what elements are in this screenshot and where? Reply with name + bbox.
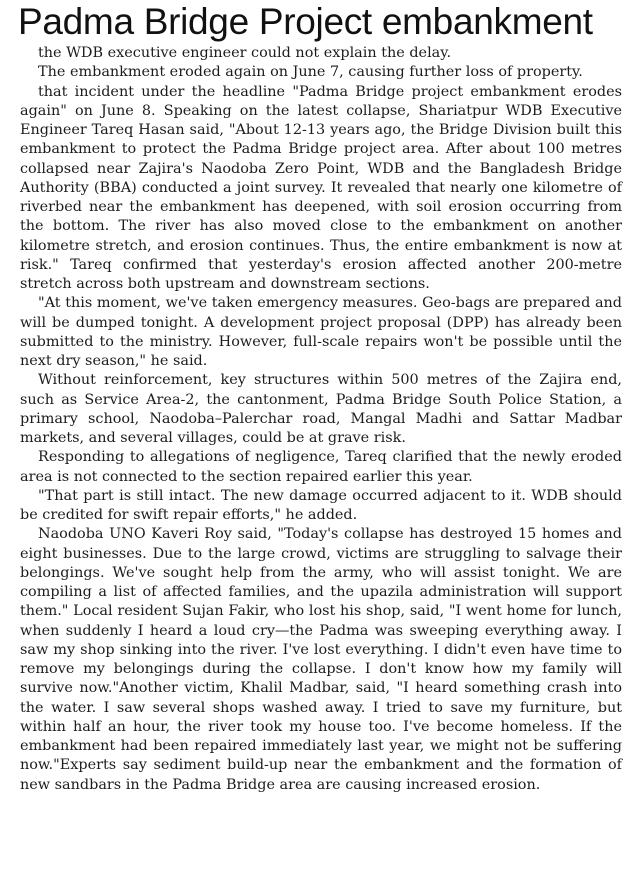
article-paragraph: Without reinforcement, key structures within 500 metres of the Zajira end, such as Service Area-2, the cantonment, Padma Bridge South Police Station, a primary school, Naodoba–Palerchar road, Mangal Madhi and Sattar Madbar markets, and several villages, could be at grave risk. bbox=[20, 372, 622, 446]
article-paragraph: that incident under the headline "Padma Bridge project embankment erodes again" on June 8. Speaking on the latest collapse, Shariatpur WDB Executive Engineer Tareq Hasan said, "About 12-13 years ago, the Bridge Division built this embankment to protect the Padma Bridge project area. After about 100 metres collapsed near Zajira's Naodoba Zero Point, WDB and the Bangladesh Bridge Authority (BBA) conducted a joint survey. It revealed that nearly one kilometre of riverbed near the embankment has deepened, with soil erosion occurring from the bottom. The river has also moved close to the embankment on another kilometre stretch, and erosion continues. Thus, the entire embankment is now at risk." Tareq confirmed that yesterday's erosion affected another 200-metre stretch across both upstream and downstream sections. bbox=[20, 83, 622, 292]
article-headline: Padma Bridge Project embankment bbox=[18, 1, 593, 42]
article-paragraph: "That part is still intact. The new damage occurred adjacent to it. WDB should be credited for swift repair efforts," he added. bbox=[20, 487, 622, 523]
article-paragraph: the WDB executive engineer could not explain the delay. bbox=[38, 45, 452, 61]
article-paragraph: Naodoba UNO Kaveri Roy said, "Today's collapse has destroyed 15 homes and eight businesses. Due to the large crowd, victims are struggling to salvage their belongings. We've sought help from the army, who will assist tonight. We are compiling a list of affected families, and the upazila administration will support them." Local resident Sujan Fakir, who lost his shop, said, "I went home for lunch, when suddenly I heard a loud cry—the Padma was sweeping everything away. I saw my shop sinking into the river. I've lost everything. I didn't even have time to remove my belongings during the collapse. I don't know how my family will survive now."Another victim, Khalil Madbar, said, "I heard something crash into the water. I saw several shops washed away. I tried to save my furniture, but within half an hour, the river took my house too. I've become homeless. If the embankment had been repaired immediately last year, we might not be suffering now."Experts say sediment build-up near the embankment and the formation of new sandbars in the Padma Bridge area are causing increased erosion. bbox=[20, 526, 622, 793]
article bbox=[18, 0, 622, 795]
article-body bbox=[20, 44, 622, 795]
article-paragraph: "At this moment, we've taken emergency measures. Geo-bags are prepared and will be dumped tonight. A development project proposal (DPP) has already been submitted to the ministry. However, full-scale repairs won't be possible until the next dry season," he said. bbox=[20, 295, 622, 369]
article-paragraph: Responding to allegations of negligence, Tareq clarified that the newly eroded area is not connected to the section repaired earlier this year. bbox=[20, 449, 622, 485]
article-paragraph: The embankment eroded again on June 7, causing further loss of property. bbox=[38, 64, 583, 81]
